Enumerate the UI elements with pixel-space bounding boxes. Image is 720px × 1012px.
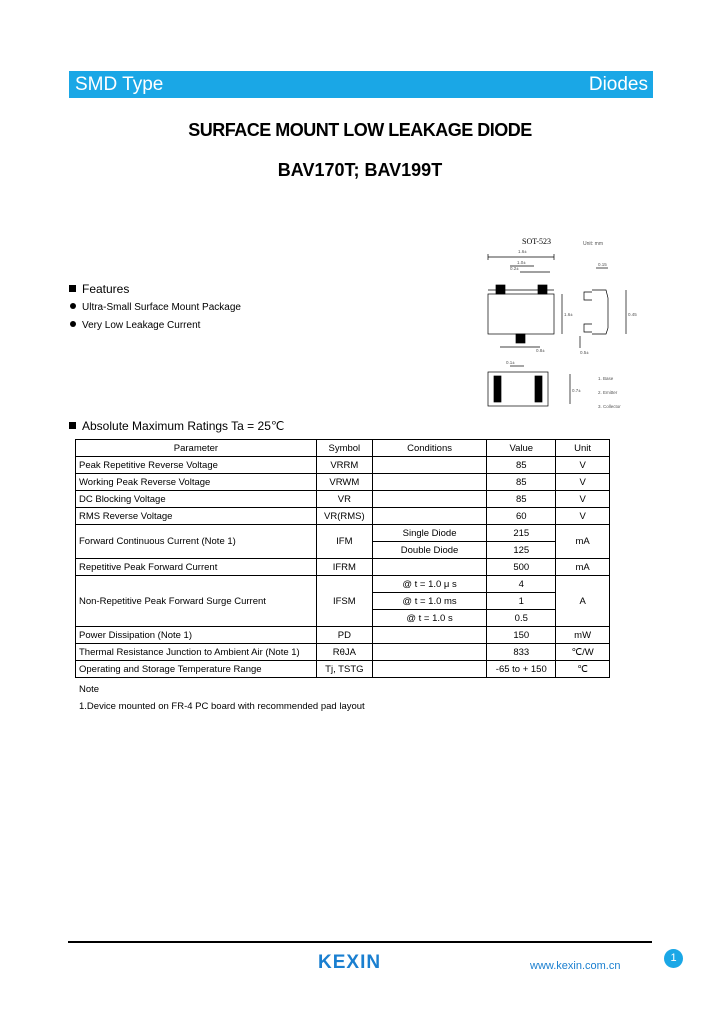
value-cell: 215 xyxy=(487,525,556,542)
parameter-cell: DC Blocking Voltage xyxy=(76,491,317,508)
table-row xyxy=(76,576,610,593)
parameter-cell: Power Dissipation (Note 1) xyxy=(76,627,317,644)
square-bullet-icon xyxy=(69,422,76,429)
pin-label: 3. Collector xyxy=(598,404,621,409)
conditions-cell xyxy=(372,474,487,491)
conditions-cell xyxy=(372,627,487,644)
package-dim: 0.8± xyxy=(536,348,545,353)
package-outline-drawing xyxy=(480,232,640,422)
value-cell: 125 xyxy=(487,542,556,559)
parameter-cell: Operating and Storage Temperature Range xyxy=(76,661,317,678)
column-header: Unit xyxy=(556,440,610,457)
symbol-cell: VRWM xyxy=(316,474,372,491)
parameter-cell: Thermal Resistance Junction to Ambient Air (Note 1) xyxy=(76,644,317,661)
unit-cell: V xyxy=(556,457,610,474)
conditions-cell xyxy=(372,644,487,661)
conditions-cell: Double Diode xyxy=(372,542,487,559)
symbol-cell: Tj, TSTG xyxy=(316,661,372,678)
company-logo: KEXIN xyxy=(318,952,382,973)
doc-title: SURFACE MOUNT LOW LEAKAGE DIODE xyxy=(188,120,532,140)
round-bullet-icon xyxy=(70,321,76,327)
package-name: SOT-523 xyxy=(522,237,552,246)
table-row xyxy=(76,559,610,576)
package-unit: Unit: mm xyxy=(583,241,603,247)
feature-item: Very Low Leakage Current xyxy=(70,320,200,331)
feature-item: Ultra-Small Surface Mount Package xyxy=(70,302,241,313)
conditions-cell xyxy=(372,457,487,474)
conditions-cell xyxy=(372,661,487,678)
conditions-cell xyxy=(372,491,487,508)
unit-cell: ℃ xyxy=(556,661,610,678)
value-cell: -65 to + 150 xyxy=(487,661,556,678)
table-row xyxy=(76,491,610,508)
symbol-cell: VR xyxy=(316,491,372,508)
square-bullet-icon xyxy=(69,285,76,292)
conditions-cell: @ t = 1.0 ms xyxy=(372,593,487,610)
unit-cell: V xyxy=(556,508,610,525)
column-header: Value xyxy=(487,440,556,457)
symbol-cell: RθJA xyxy=(316,644,372,661)
unit-cell: mW xyxy=(556,627,610,644)
note-text: 1.Device mounted on FR-4 PC board with recommended pad layout xyxy=(79,701,365,712)
column-header: Conditions xyxy=(372,440,487,457)
package-dim: 1.6± xyxy=(564,312,573,317)
package-dim: 0.15 xyxy=(598,262,607,267)
value-cell: 85 xyxy=(487,457,556,474)
package-dim: 0.2± xyxy=(510,266,519,271)
pin-label: 1. Base xyxy=(598,376,614,381)
ratings-table xyxy=(75,439,610,678)
unit-cell: ℃/W xyxy=(556,644,610,661)
value-cell: 500 xyxy=(487,559,556,576)
unit-cell: mA xyxy=(556,525,610,559)
conditions-cell: @ t = 1.0 s xyxy=(372,610,487,627)
unit-cell: V xyxy=(556,491,610,508)
unit-cell: mA xyxy=(556,559,610,576)
ratings-heading: Absolute Maximum Ratings Ta = 25℃ xyxy=(69,419,284,433)
value-cell: 0.5 xyxy=(487,610,556,627)
value-cell: 85 xyxy=(487,474,556,491)
round-bullet-icon xyxy=(70,303,76,309)
unit-cell: A xyxy=(556,576,610,627)
symbol-cell: VRRM xyxy=(316,457,372,474)
table-row xyxy=(76,474,610,491)
table-row xyxy=(76,457,610,474)
symbol-cell: IFM xyxy=(316,525,372,559)
header-banner xyxy=(69,71,653,98)
parameter-cell: Forward Continuous Current (Note 1) xyxy=(76,525,317,559)
value-cell: 833 xyxy=(487,644,556,661)
column-header: Symbol xyxy=(316,440,372,457)
value-cell: 60 xyxy=(487,508,556,525)
conditions-cell xyxy=(372,508,487,525)
page-number-badge: 1 xyxy=(664,949,683,968)
value-cell: 150 xyxy=(487,627,556,644)
table-header-row xyxy=(76,440,610,457)
header-type: Diodes xyxy=(588,74,648,95)
table-row xyxy=(76,644,610,661)
symbol-cell: PD xyxy=(316,627,372,644)
value-cell: 4 xyxy=(487,576,556,593)
footer-divider xyxy=(68,941,652,943)
column-header: Parameter xyxy=(76,440,317,457)
symbol-cell: IFSM xyxy=(316,576,372,627)
package-dim: 0.45 xyxy=(628,312,637,317)
package-dim: 0.7± xyxy=(572,388,581,393)
package-dim: 0.1± xyxy=(506,360,515,365)
parameter-cell: Repetitive Peak Forward Current xyxy=(76,559,317,576)
table-row xyxy=(76,661,610,678)
features-heading: Features xyxy=(69,282,129,296)
conditions-cell xyxy=(372,559,487,576)
conditions-cell: @ t = 1.0 μ s xyxy=(372,576,487,593)
package-dim: 1.6± xyxy=(518,249,527,254)
parameter-cell: Working Peak Reverse Voltage xyxy=(76,474,317,491)
header-category: SMD Type xyxy=(75,74,164,95)
table-row xyxy=(76,627,610,644)
unit-cell: V xyxy=(556,474,610,491)
value-cell: 85 xyxy=(487,491,556,508)
symbol-cell: IFRM xyxy=(316,559,372,576)
parameter-cell: Peak Repetitive Reverse Voltage xyxy=(76,457,317,474)
package-dim: 1.0± xyxy=(517,260,526,265)
symbol-cell: VR(RMS) xyxy=(316,508,372,525)
pin-label: 2. Emitter xyxy=(598,390,618,395)
company-url[interactable]: www.kexin.com.cn xyxy=(530,960,621,972)
table-row xyxy=(76,508,610,525)
value-cell: 1 xyxy=(487,593,556,610)
table-row xyxy=(76,525,610,542)
package-dim: 0.5± xyxy=(580,350,589,355)
note-label: Note xyxy=(79,684,100,695)
parameter-cell: Non-Repetitive Peak Forward Surge Current xyxy=(76,576,317,627)
parameter-cell: RMS Reverse Voltage xyxy=(76,508,317,525)
part-numbers: BAV170T; BAV199T xyxy=(277,160,443,180)
conditions-cell: Single Diode xyxy=(372,525,487,542)
